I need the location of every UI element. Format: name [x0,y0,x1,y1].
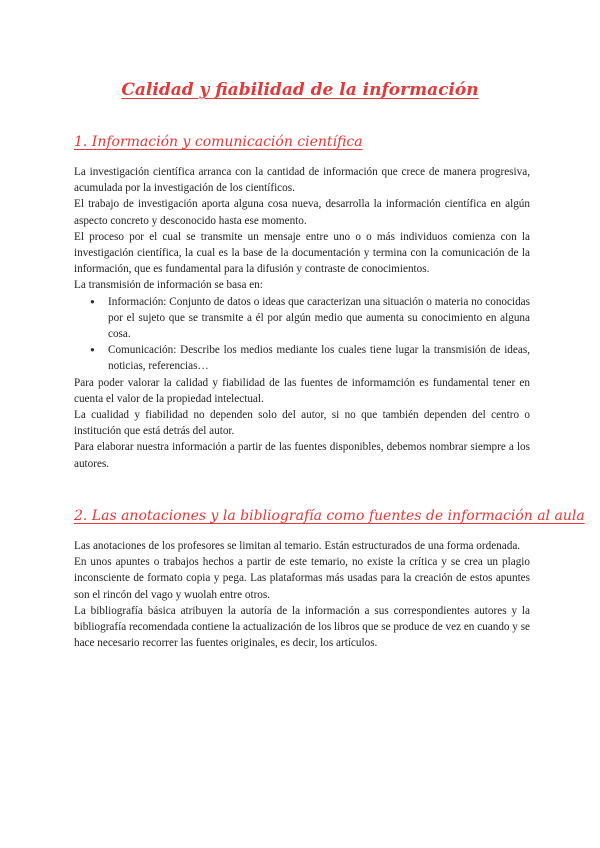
paragraph: La bibliografía básica atribuyen la autoría de la información a sus correspondientes autores y la bibliografía recomendada contiene la actualización de los libros que se produce de vez en cuando y se hace necesario recorrer las fuentes originales, es decir, los artículos. [74,604,531,650]
paragraph: El trabajo de investigación aporta alguna cosa nueva, desarrolla la información científica en algún aspecto concreto y desconocido hasta ese momento. [74,198,530,227]
section-1-heading: 1. Información y comunicación científica [74,134,363,150]
paragraph: Las anotaciones de los profesores se limitan al temario. Están estructurados de una forma ordenada. [74,540,521,552]
bullet-list [74,294,530,375]
paragraph: La investigación científica arranca con la cantidad de información que crece de manera progresiva, acumulada por la investigación de los científicos. [74,166,530,195]
section-2-heading: 2. Las anotaciones y la bibliografía como fuentes de información al aula [74,508,585,524]
paragraph: Para elaborar nuestra información a partir de las fuentes disponibles, debemos nombrar siempre a los autores. [74,441,530,470]
paragraph: Para poder valorar la calidad y fiabilidad de las fuentes de informamción es fundamental tener en cuenta el valor de la propiedad intelectual. [74,376,530,405]
paragraph: En unos apuntes o trabajos hechos a partir de este temario, no existe la crítica y se crea un plagio inconsciente de formato copia y pega. Las plataformas más usadas para la creación de estos apuntes son el rincón del vago y wuolah entre otros. [74,556,530,601]
document-title: Calidad y fiabilidad de la información [121,80,479,100]
bullet-item-informacion: ● Información: Conjunto de datos o ideas que caracterizan una situación o materia no conocidas por el sujeto que se transmite a él por algún medio que aumenta su conocimiento en alguna cosa. [108,294,530,343]
section-1 [74,134,530,472]
paragraph: El proceso por el cual se transmite un mensaje entre uno o o más individuos comienza con la investigación científica, la cual es la base de la documentación y termina con la comunicación de la información, que es fundamental para la difusión y contraste de conocimientos. [74,230,530,276]
section-2 [74,508,585,651]
paragraph: La cualidad y fiabilidad no dependen solo del autor, si no que también dependen del centro o institución que está detrás del autor. [74,409,530,438]
bullet-item-comunicacion: ● Comunicación: Describe los medios mediante los cuales tiene lugar la transmisión de ideas, noticias, referencias… [108,342,530,374]
paragraph: La transmisión de información se basa en: [74,279,263,292]
